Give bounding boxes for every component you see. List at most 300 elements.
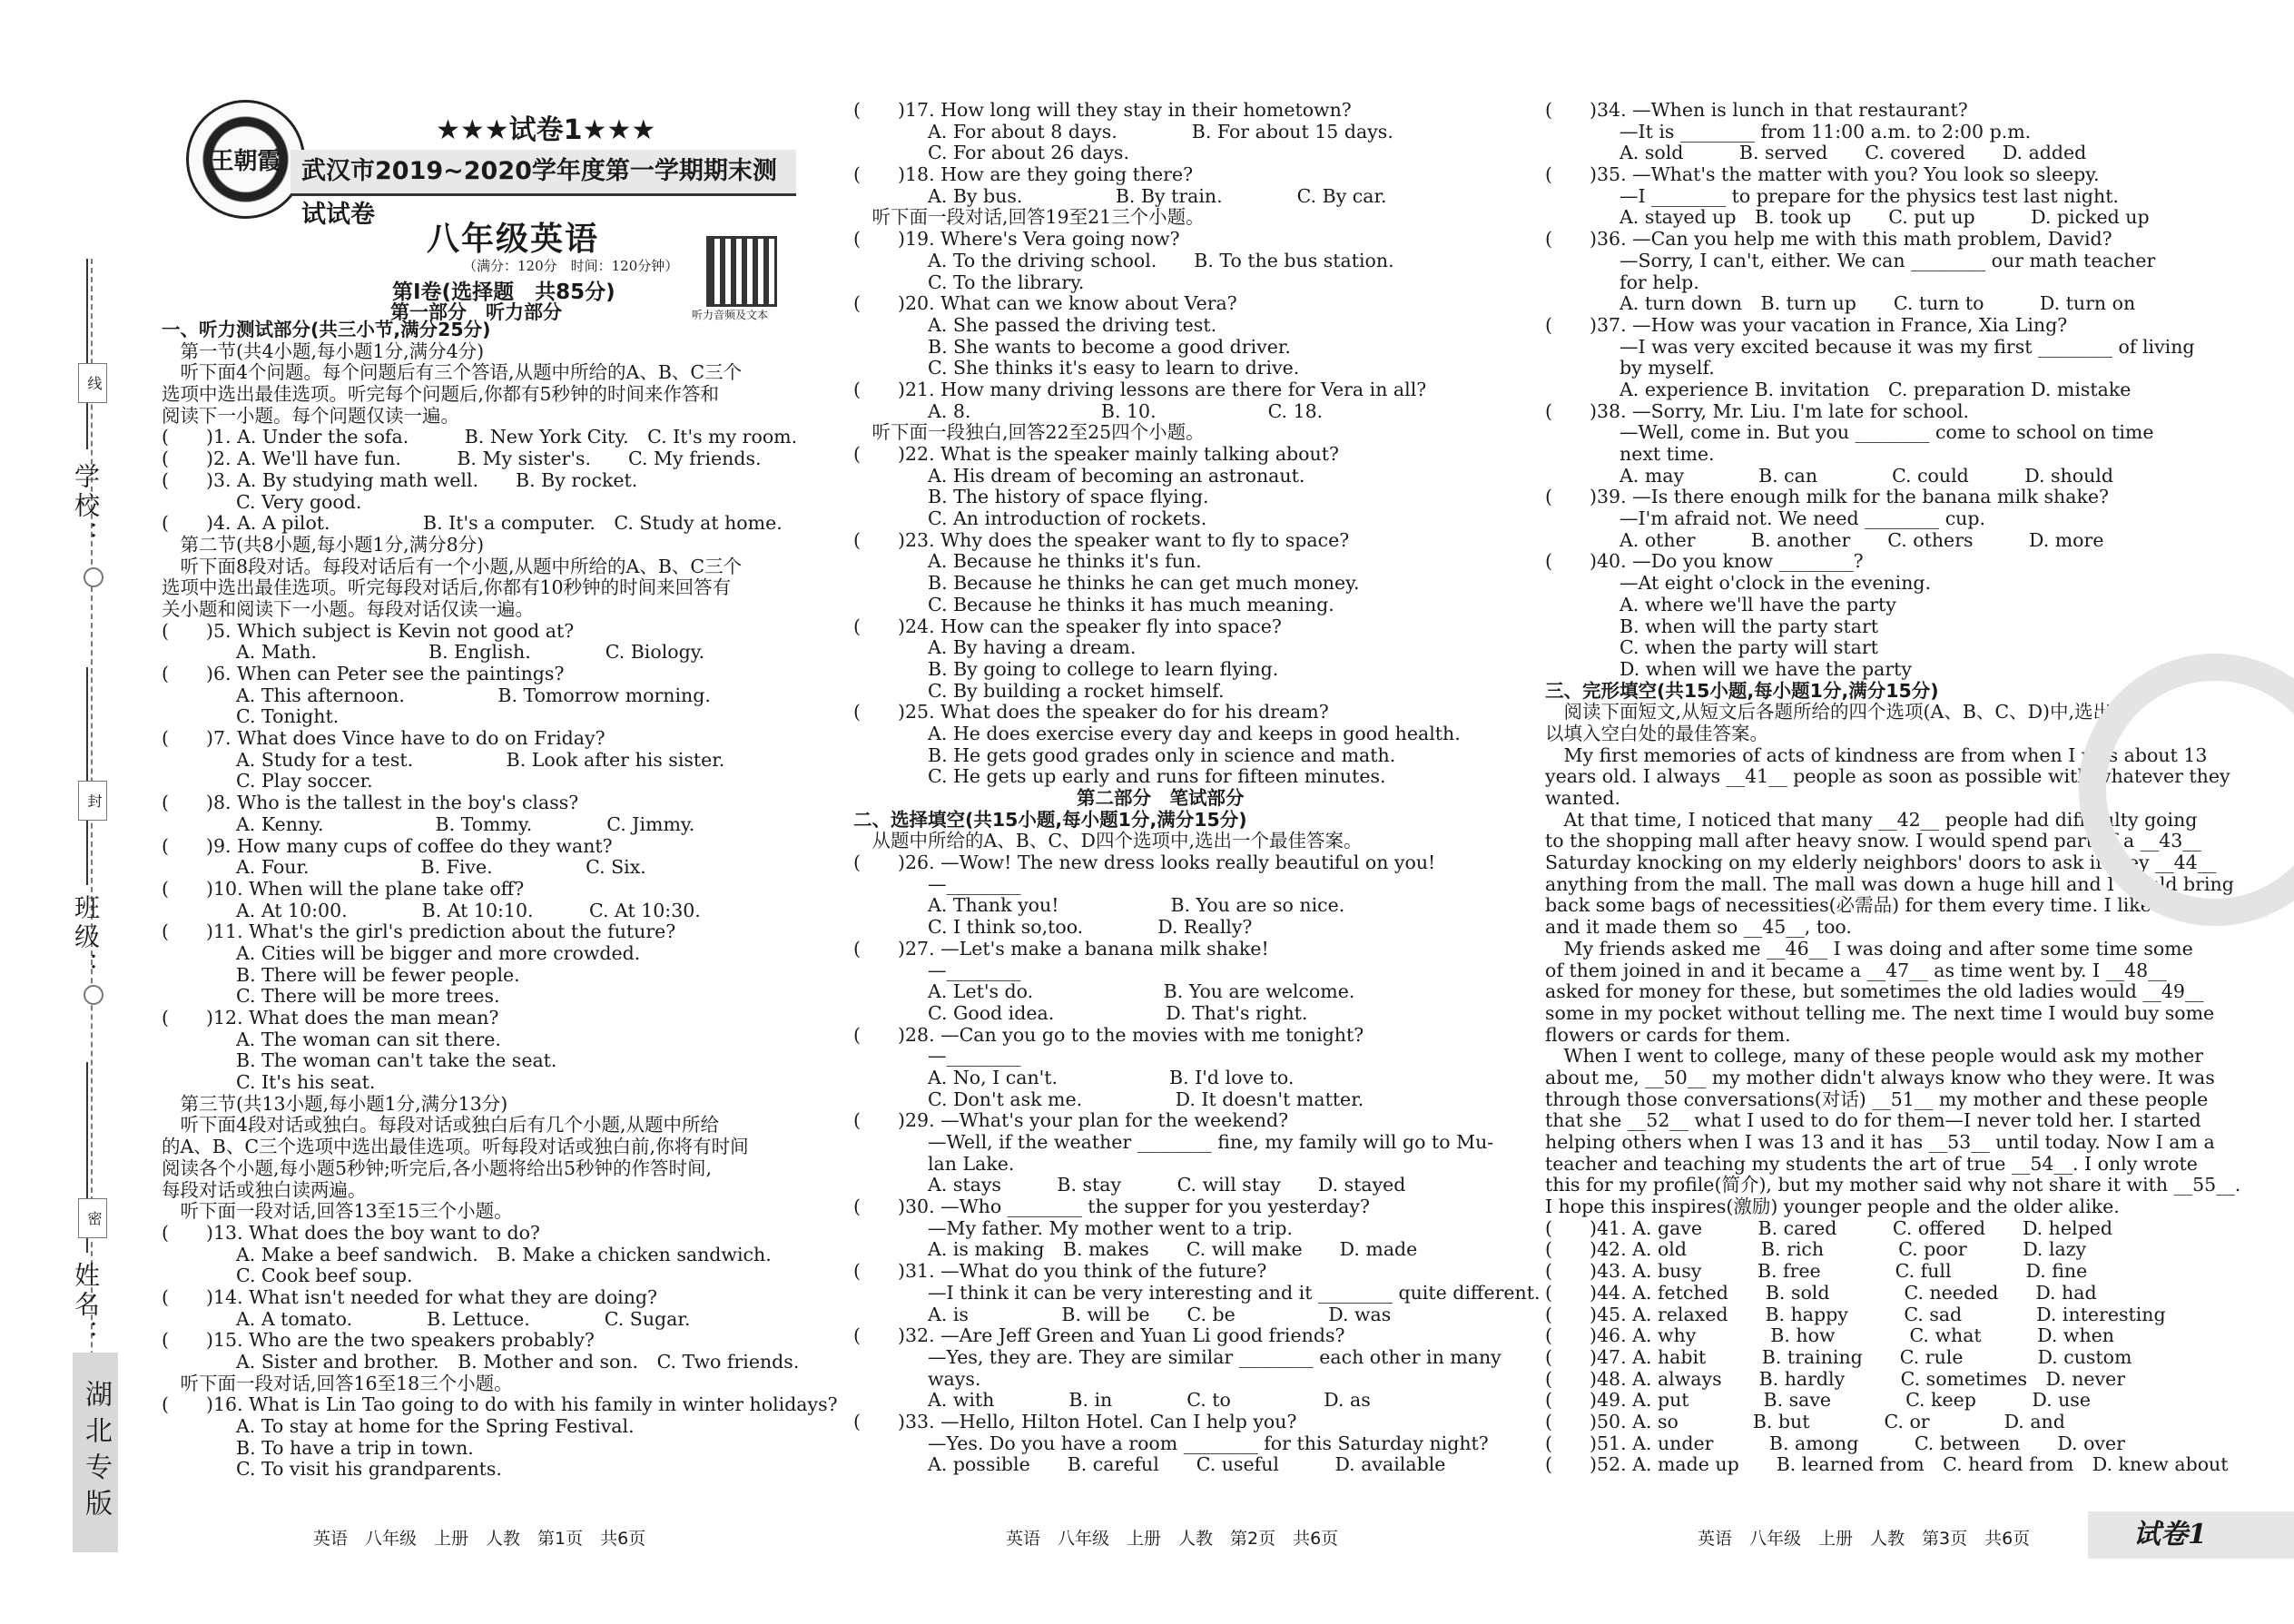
line-text: A. Study for a test. B. Look after his sister. — [162, 748, 725, 771]
line-text: —Yes, they are. They are similar ________ each other in many — [853, 1345, 1501, 1368]
line-text: C. Don't ask me. D. It doesn't matter. — [853, 1088, 1364, 1110]
line-text: ( )50. A. so B. but C. or D. and — [1545, 1410, 2065, 1432]
line-text: wanted. — [1545, 787, 1620, 809]
section-heading — [853, 810, 1507, 832]
text-line — [162, 1008, 811, 1029]
text-line — [162, 879, 811, 901]
text-line — [1545, 251, 2199, 272]
text-line — [162, 1416, 811, 1438]
name-label: 姓名： — [71, 1262, 101, 1349]
text-line — [162, 857, 811, 879]
line-text: ( )49. A. put B. save C. keep D. use — [1545, 1389, 2091, 1412]
line-text: A. For about 8 days. B. For about 15 days. — [853, 120, 1393, 143]
line-text: ( )38. —Sorry, Mr. Liu. I'm late for school. — [1545, 399, 1970, 422]
line-text: ( )47. A. habit B. training C. rule D. custom — [1545, 1345, 2132, 1368]
text-line — [853, 1281, 1541, 1304]
text-line — [162, 836, 811, 858]
text-line — [1545, 229, 2199, 251]
text-line — [162, 448, 811, 470]
text-line — [162, 1029, 811, 1051]
line-text: ( )23. Why does the speaker want to fly to space? — [853, 528, 1350, 551]
line-text: ( )32. —Are Jeff Green and Yuan Li good friends? — [853, 1324, 1345, 1347]
text-line — [1545, 1369, 2199, 1391]
text-line — [853, 1390, 1507, 1412]
text-line — [162, 406, 811, 428]
line-text: ( )25. What does the speaker do for his dream? — [853, 701, 1329, 723]
line-text: ( )4. A. A pilot. B. It's a computer. C. Study at home. — [162, 512, 783, 535]
text-line — [853, 100, 1507, 122]
text-line — [853, 895, 1507, 917]
text-line — [853, 1154, 1507, 1176]
text-line — [853, 143, 1507, 164]
line-text: 听下面4个问题。每个问题后有三个答语,从题中所给的A、B、C三个 — [162, 361, 743, 384]
text-line — [853, 1003, 1507, 1025]
text-line — [853, 1304, 1507, 1326]
line-text: A. is making B. makes C. will make D. made — [853, 1238, 1418, 1261]
line-text: 的A、B、C三个选项中选出最佳选项。听每段对话或独白前,你将有时间 — [162, 1136, 749, 1158]
cut-mark-feng: 封 — [78, 781, 107, 821]
text-line — [162, 427, 811, 448]
text-line — [1545, 1066, 2215, 1089]
text-line — [162, 1287, 811, 1309]
listening-part-title: 第一部分 听力部分 — [390, 301, 562, 323]
text-line — [162, 1223, 811, 1245]
text-line — [853, 1089, 1507, 1111]
text-line — [853, 508, 1507, 530]
text-line — [1545, 595, 2199, 616]
text-line — [1545, 1390, 2199, 1412]
line-text: B. She wants to become a good driver. — [853, 335, 1291, 358]
line-text: 第二部分 笔试部分 — [853, 787, 1245, 809]
line-text: 阅读各个小题,每小题5秒钟;听完后,各小题将给出5秒钟的作答时间, — [162, 1156, 713, 1179]
exam-title: 武汉市2019~2020学年度第一学期期末测试试卷 — [290, 150, 796, 196]
line-text: about me, __50__ my mother didn't always know who they were. It was — [1545, 1066, 2215, 1088]
text-line — [853, 1433, 1507, 1455]
line-text: C. He gets up early and runs for fifteen minutes. — [853, 765, 1386, 788]
text-line — [162, 1352, 811, 1373]
class-field[interactable] — [86, 667, 88, 885]
line-text: —Yes. Do you have a room ________ for this Saturday night? — [853, 1432, 1489, 1454]
line-text: A. Because he thinks it's fun. — [853, 550, 1202, 573]
line-text: 二、选择填空(共15小题,每小题1分,满分15分) — [853, 808, 1247, 831]
school-label: 学校： — [71, 463, 101, 550]
line-text: 第一节(共4小题,每小题1分,满分4分) — [162, 340, 485, 362]
line-text: some in my pocket without telling me. The next time I would buy some — [1545, 1001, 2215, 1024]
text-line — [1545, 315, 2199, 337]
text-line — [162, 986, 811, 1008]
text-line — [162, 362, 811, 384]
paper-series: ★★★试卷1★★★ — [436, 114, 656, 146]
line-text: ( )46. A. why B. how C. what D. when — [1545, 1324, 2114, 1347]
line-text: ( )45. A. relaxed B. happy C. sad D. interesting — [1545, 1303, 2166, 1325]
line-text: ( )5. Which subject is Kevin not good at? — [162, 619, 575, 642]
line-text: ( )30. —Who ________ the supper for you yesterday? — [853, 1196, 1370, 1218]
line-text: A. His dream of becoming an astronaut. — [853, 464, 1305, 487]
text-line — [162, 664, 811, 685]
text-line — [162, 1245, 811, 1266]
qr-caption: 听力音频及文本 — [692, 309, 769, 321]
line-text: 选项中选出最佳选项。听完每段对话后,你都有10秒钟的时间来回答有 — [162, 576, 732, 599]
line-text: B. He gets good grades only in science and math. — [853, 743, 1396, 766]
logo-text: 王朝霞 — [210, 148, 281, 175]
text-line — [1545, 1131, 2215, 1154]
text-line — [1545, 1283, 2199, 1304]
line-text: A. By having a dream. — [853, 636, 1137, 659]
line-text: A. Thank you! B. You are so nice. — [853, 894, 1345, 917]
line-text: ( )3. A. By studying math well. B. By rocket. — [162, 468, 638, 491]
line-text: A. The woman can sit there. — [162, 1028, 501, 1050]
line-text: A. Four. B. Five. C. Six. — [162, 856, 646, 879]
edition-tag: 湖北专版 — [73, 1353, 118, 1552]
text-line — [162, 1330, 811, 1352]
section-heading — [853, 788, 1507, 810]
line-text: ( )51. A. under B. among C. between D. over — [1545, 1432, 2125, 1454]
text-line — [1545, 1453, 2229, 1476]
line-text: by myself. — [1545, 357, 1715, 379]
line-text: C. when the party will start — [1545, 636, 1878, 659]
line-text: When I went to college, many of these people would ask my mother — [1545, 1045, 2204, 1068]
text-line — [1545, 939, 2199, 960]
line-text: 听下面一段对话,回答16至18三个小题。 — [162, 1372, 513, 1394]
subject-title: 八年级英语 — [427, 221, 600, 258]
line-text: ( )19. Where's Vera going now? — [853, 228, 1180, 251]
line-text: A. At 10:00. B. At 10:10. C. At 10:30. — [162, 899, 701, 921]
line-text: for help. — [1545, 271, 1699, 293]
footer-page-1: 英语 八年级 上册 人教 第1页 共6页 — [313, 1529, 646, 1549]
line-text: flowers or cards for them. — [1545, 1023, 1791, 1046]
text-line — [853, 1046, 1507, 1068]
line-text: A. stays B. stay C. will stay D. stayed — [853, 1174, 1406, 1196]
line-text: ( )26. —Wow! The new dress looks really beautiful on you! — [853, 851, 1436, 874]
text-line — [853, 551, 1507, 573]
line-text: A. Make a beef sandwich. B. Make a chicken sandwich. — [162, 1243, 772, 1265]
text-line — [1545, 1218, 2199, 1240]
line-text: that she __52__ what I used to do for them—I never told her. I started — [1545, 1109, 2201, 1132]
text-line — [853, 186, 1507, 208]
line-text: ( )10. When will the plane take off? — [162, 877, 525, 900]
line-text: ( )18. How are they going there? — [853, 163, 1194, 186]
line-text: C. Very good. — [162, 490, 362, 513]
text-line — [1545, 1110, 2199, 1132]
line-text: 第二节(共8小题,每小题1分,满分8分) — [162, 533, 485, 556]
text-line — [1545, 1239, 2199, 1261]
line-text: B. The woman can't take the seat. — [162, 1049, 557, 1072]
line-text: 听下面一段对话,回答13至15三个小题。 — [162, 1200, 513, 1223]
line-text: B. The history of space flying. — [853, 486, 1209, 508]
line-text: —At eight o'clock in the evening. — [1545, 572, 1932, 595]
line-text: years old. I always __41__ people as soon as possible with whatever they — [1545, 765, 2230, 788]
line-text: C. An introduction of rockets. — [853, 507, 1207, 530]
text-line — [1545, 573, 2199, 595]
line-text: A. She passed the driving test. — [853, 313, 1217, 336]
text-line — [1545, 1304, 2199, 1326]
line-text: ways. — [853, 1367, 981, 1390]
line-text: C. Tonight. — [162, 705, 340, 728]
text-line — [853, 681, 1507, 703]
text-line — [1545, 960, 2199, 982]
line-text: asked for money for these, but sometimes the old ladies would __49__ — [1545, 980, 2204, 1003]
text-line — [1545, 186, 2199, 208]
cut-mark-xian: 线 — [78, 363, 107, 403]
text-line — [853, 1218, 1507, 1240]
text-line — [853, 1239, 1507, 1261]
text-line — [853, 422, 1507, 444]
text-line — [853, 315, 1507, 337]
line-text: ( )28. —Can you go to the movies with me tonight? — [853, 1023, 1364, 1046]
line-text: D. when will we have the party — [1545, 657, 1912, 680]
school-field[interactable] — [86, 259, 88, 449]
text-line — [162, 1393, 838, 1416]
text-line — [1545, 895, 2199, 917]
line-text: ( )29. —What's your plan for the weekend? — [853, 1109, 1289, 1132]
text-line — [162, 642, 811, 664]
text-line — [1545, 1196, 2199, 1218]
line-text: B. By going to college to learn flying. — [853, 657, 1279, 680]
text-line — [853, 981, 1507, 1003]
text-line — [1545, 637, 2199, 659]
text-line — [162, 535, 811, 556]
line-text: —________ — [853, 1045, 1021, 1068]
line-text: 一、听力测试部分(共三小节,满分25分) — [162, 319, 491, 340]
qr-code-icon[interactable] — [706, 236, 777, 307]
line-text: C. Because he thinks it has much meaning. — [853, 593, 1334, 615]
text-line — [853, 1454, 1507, 1476]
text-line — [1545, 917, 2199, 939]
line-text: A. is B. will be C. be D. was — [853, 1303, 1392, 1325]
text-line — [1545, 100, 2199, 122]
text-line — [162, 470, 811, 492]
text-line — [853, 745, 1507, 767]
line-text: A. 8. B. 10. C. 18. — [853, 399, 1324, 422]
text-line — [1545, 422, 2199, 444]
line-text: A. Kenny. B. Tommy. C. Jimmy. — [162, 812, 695, 835]
line-text: ( )7. What does Vince have to do on Friday? — [162, 727, 605, 750]
text-line — [1545, 337, 2199, 359]
line-text: ( )2. A. We'll have fun. B. My sister's. C. My friends. — [162, 448, 762, 470]
text-line — [1545, 872, 2234, 896]
line-text: A. sold B. served C. covered D. added — [1545, 142, 2087, 164]
line-text: —Well, come in. But you ________ come to school on time — [1545, 421, 2154, 444]
line-text: A. may B. can C. could D. should — [1545, 464, 2113, 487]
line-text: A. experience B. invitation C. preparation D. mistake — [1545, 378, 2132, 400]
text-line — [162, 341, 811, 363]
line-text: this for my profile(简介), but my mother said why not share it with __55__. — [1545, 1174, 2241, 1196]
line-text: B. when will the party start — [1545, 615, 1879, 637]
line-text: 从题中所给的A、B、C、D四个选项中,选出一个最佳答案。 — [853, 830, 1363, 852]
text-line — [162, 685, 811, 707]
line-text: ( )44. A. fetched B. sold C. needed D. had — [1545, 1281, 2097, 1304]
line-text: C. It's his seat. — [162, 1071, 376, 1094]
paper-badge: 试卷1 — [2088, 1511, 2294, 1559]
line-text: A. turn down B. turn up C. turn to D. turn on — [1545, 292, 2136, 315]
text-line — [162, 1158, 811, 1180]
text-line — [1545, 1088, 2209, 1111]
text-line — [162, 1072, 811, 1094]
line-text: 听下面4段对话或独白。每段对话或独白后有几个小题,从题中所给 — [162, 1114, 720, 1137]
text-line — [853, 379, 1507, 401]
text-line — [853, 1196, 1507, 1218]
line-text: 以填入空白处的最佳答案。 — [1545, 722, 1768, 744]
text-line — [853, 1110, 1507, 1132]
line-text: —My father. My mother went to a trip. — [853, 1216, 1294, 1239]
text-line — [162, 384, 811, 406]
text-line — [853, 1369, 1507, 1391]
line-text: ( )24. How can the speaker fly into space? — [853, 615, 1282, 637]
line-text: of them joined in and it became a __47__ as time went by. I __48__ — [1545, 959, 2167, 981]
text-line — [162, 1115, 811, 1137]
line-text: ( )22. What is the speaker mainly talking about? — [853, 443, 1339, 465]
text-line — [853, 444, 1507, 466]
text-line — [1545, 1347, 2199, 1369]
text-line — [1545, 659, 2199, 681]
text-line — [162, 814, 811, 836]
line-text: A. Let's do. B. You are welcome. — [853, 980, 1355, 1003]
text-line — [162, 1459, 811, 1481]
line-text: ( )35. —What's the matter with you? You look so sleepy. — [1545, 163, 2100, 186]
cut-mark-mi: 密 — [78, 1198, 107, 1238]
binding-hole — [84, 567, 103, 587]
text-line — [853, 723, 1507, 745]
line-text: ( )8. Who is the tallest in the boy's class? — [162, 792, 579, 814]
text-line — [1545, 466, 2199, 487]
part-one-title: 第Ⅰ卷(选择题 共85分) — [392, 281, 615, 304]
line-text: ( )21. How many driving lessons are there for Vera in all? — [853, 378, 1427, 400]
text-line — [1545, 1433, 2199, 1455]
text-line — [162, 621, 811, 643]
text-line — [1545, 487, 2199, 508]
line-text: C. There will be more trees. — [162, 985, 500, 1008]
text-line — [853, 1175, 1507, 1196]
line-text: ( )14. What isn't needed for what they are doing? — [162, 1285, 658, 1308]
line-text: ( )6. When can Peter see the paintings? — [162, 663, 565, 684]
text-line — [1545, 1154, 2199, 1176]
text-line — [853, 702, 1507, 723]
line-text: A. with B. in C. to D. as — [853, 1389, 1371, 1412]
text-line — [162, 1309, 811, 1331]
line-text: C. To the library. — [853, 271, 1085, 293]
text-line — [853, 251, 1507, 272]
text-line — [853, 1068, 1507, 1089]
binding-strip — [0, 0, 154, 1624]
line-text: helping others when I was 13 and it has __53__ until today. Now I am a — [1545, 1131, 2215, 1153]
text-line — [1545, 1025, 2199, 1047]
line-text: —I was very excited because it was my first ________ of living — [1545, 335, 2195, 358]
text-line — [853, 1132, 1507, 1154]
text-line — [1545, 508, 2199, 530]
text-line — [853, 229, 1507, 251]
brand-logo — [186, 100, 305, 219]
text-line — [853, 1261, 1507, 1283]
text-line — [162, 1094, 811, 1116]
line-text: 听下面8段对话。每段对话后有一个小题,从题中所给的A、B、C三个 — [162, 555, 743, 577]
line-text: ( )17. How long will they stay in their hometown? — [853, 99, 1352, 121]
line-text: C. To visit his grandparents. — [162, 1458, 502, 1481]
text-line — [162, 492, 811, 514]
text-line — [853, 939, 1507, 960]
line-text: ( )1. A. Under the sofa. B. New York City. C. It's my room. — [162, 426, 798, 448]
line-text: anything from the mall. The mall was down a huge hill and I would bring — [1545, 872, 2234, 895]
line-text: A. Sister and brother. B. Mother and son. C. Two friends. — [162, 1351, 800, 1373]
text-line — [1545, 207, 2199, 229]
text-line — [1545, 1261, 2199, 1283]
line-text: A. By bus. B. By train. C. By car. — [853, 184, 1387, 207]
line-text: ( )40. —Do you know ________? — [1545, 550, 1864, 573]
text-line — [1545, 401, 2199, 423]
column-2 — [853, 99, 1541, 1476]
line-text: I hope this inspires(激励) younger people and the older alike. — [1545, 1196, 2120, 1218]
text-line — [162, 771, 811, 792]
text-line — [1545, 1045, 2204, 1068]
line-text: 听下面一段独白,回答22至25四个小题。 — [853, 421, 1205, 444]
text-line — [162, 1373, 811, 1395]
line-text: C. Good idea. D. That's right. — [853, 1001, 1308, 1024]
line-text: ( )48. A. always B. hardly C. sometimes D. never — [1545, 1367, 2126, 1390]
line-text: —Sorry, I can't, either. We can ________ our math teacher — [1545, 249, 2156, 271]
text-line — [1545, 143, 2199, 164]
column-1 — [162, 319, 838, 1481]
section-heading — [1545, 681, 2199, 703]
text-line — [162, 965, 811, 987]
line-text: ( )36. —Can you help me with this math problem, David? — [1545, 228, 2112, 251]
class-label: 班级： — [71, 894, 101, 981]
text-line — [162, 792, 811, 814]
text-line — [853, 659, 1507, 681]
text-line — [162, 943, 811, 965]
line-text: A. To stay at home for the Spring Festival. — [162, 1415, 635, 1438]
line-text: 选项中选出最佳选项。听完每个问题后,你都有5秒钟的时间来作答和 — [162, 383, 720, 406]
text-line — [853, 1347, 1507, 1369]
line-text: B. There will be fewer people. — [162, 963, 520, 986]
text-line — [853, 874, 1507, 896]
text-line — [853, 766, 1507, 788]
line-text: A. Cities will be bigger and more crowded. — [162, 941, 641, 964]
score-time: （满分：120分 时间：120分钟） — [463, 258, 679, 274]
section-heading — [162, 320, 811, 341]
line-text: next time. — [1545, 443, 1715, 465]
line-text: teacher and teaching my students the art of true __54__. I only wrote — [1545, 1152, 2198, 1175]
text-line — [853, 831, 1507, 852]
text-line — [1545, 616, 2199, 638]
line-text: B. Because he thinks he can get much money. — [853, 572, 1360, 595]
text-line — [853, 960, 1507, 982]
line-text: ( )43. A. busy B. free C. full D. fine — [1545, 1260, 2088, 1283]
text-line — [1545, 379, 2199, 401]
footer-page-3: 英语 八年级 上册 人教 第3页 共6页 — [1698, 1529, 2031, 1549]
text-line — [853, 272, 1507, 294]
text-line — [1545, 164, 2199, 186]
text-line — [162, 1438, 811, 1460]
line-text: 阅读下一小题。每个问题仅读一遍。 — [162, 404, 459, 427]
line-text: ( )20. What can we know about Vera? — [853, 292, 1237, 315]
text-line — [162, 1180, 811, 1202]
line-text: ( )34. —When is lunch in that restaurant? — [1545, 99, 1968, 121]
line-text: ( )41. A. gave B. cared C. offered D. helped — [1545, 1216, 2112, 1239]
text-line — [853, 401, 1507, 423]
line-text: ( )52. A. made up B. learned from C. heard from D. knew about — [1545, 1453, 2229, 1476]
line-text: A. Math. B. English. C. Biology. — [162, 641, 705, 664]
footer-page-2: 英语 八年级 上册 人教 第2页 共6页 — [1006, 1529, 1339, 1549]
line-text: My first memories of acts of kindness are from when I was about 13 — [1545, 743, 2208, 766]
line-text: ( )27. —Let's make a banana milk shake! — [853, 937, 1269, 960]
text-line — [853, 337, 1507, 359]
line-text: A. possible B. careful C. useful D. available — [853, 1453, 1446, 1476]
line-text: ( )39. —Is there enough milk for the banana milk shake? — [1545, 486, 2110, 508]
line-text: C. I think so,too. D. Really? — [853, 916, 1253, 939]
text-line — [853, 573, 1507, 595]
line-text: —I think it can be very interesting and it ________ quite different. — [853, 1281, 1541, 1304]
text-line — [853, 1025, 1507, 1047]
line-text: —________ — [853, 959, 1021, 981]
